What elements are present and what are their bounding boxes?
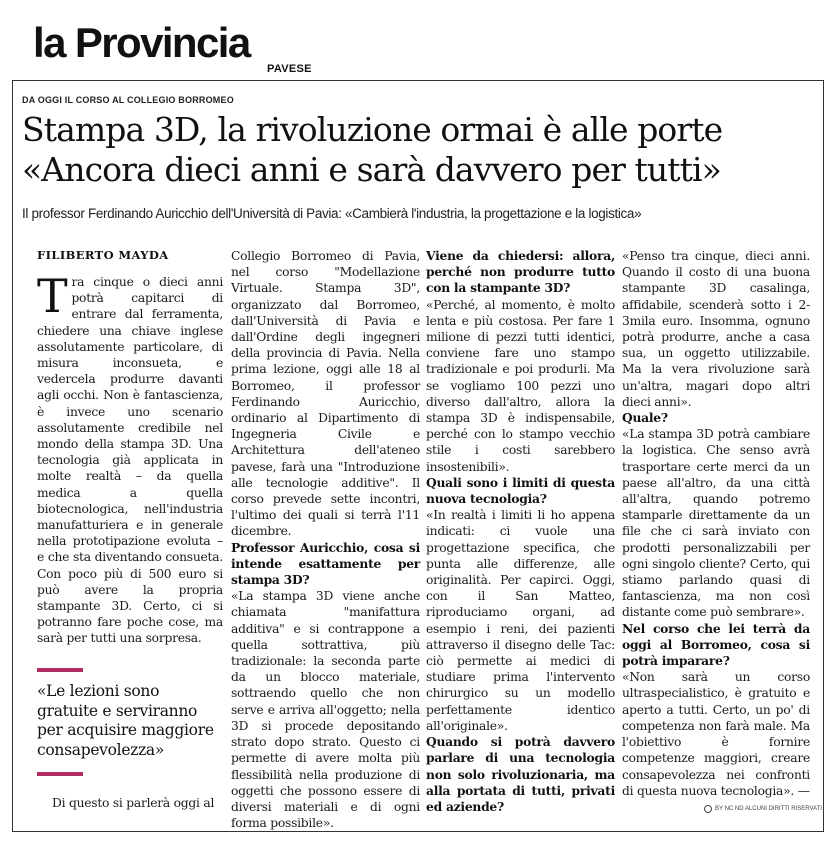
column-1-text: ra cinque o dieci anni potrà capitarci di entrare dal ferramenta, chiedere una chiave inglese assolutamente particolare, di misura inconsueta, e vedercela produrre davanti agli occhi. Non è fantascienza, è invece uno scenario assolutamente credibile nel mondo della stampa 3D. Una tecnologia già applicata in molte realtà – da quella medica a quella biotecnologica, nell'industria manufatturiera e in generale nella prototipazione evoluta – e che sta diventando consueta. Con poco più di 500 euro si può avere la propria stampante 3D. Certo, ci si potranno fare poche cose, ma sarà per tutti una sorpresa. <box>37 275 223 646</box>
masthead-title: la Provincia <box>33 19 250 66</box>
article-column-1 <box>37 269 223 647</box>
article-column-3 <box>426 248 615 815</box>
question-5: Quale? <box>622 410 668 426</box>
question-1: Professor Auricchio, cosa si intende esattamente per stampa 3D? <box>231 539 420 588</box>
question-4: Quando si potrà davvero parlare di una tecnologia non solo rivoluzionaria, ma alla portata di tutti, privati ed aziende? <box>426 734 615 814</box>
creative-commons-icon <box>704 805 712 813</box>
drop-cap: T <box>37 269 68 323</box>
answer-4: «Penso tra cinque, dieci anni. Quando il costo di una buona stampante 3D casalinga, affidabile, scenderà sotto i 2-3mila euro. Insomma, ognuno potrà produrre, anche a casa sua, un oggetto utilizzabile. Ma la vera rivoluzione sarà un'altra, magari dopo altri dieci anni». <box>622 249 810 409</box>
headline <box>22 110 822 190</box>
byline: FILIBERTO MAYDA <box>37 248 169 262</box>
answer-6: «Non sarà un corso ultraspecialistico, è gratuito e aperto a tutti. Certo, un po' di competenza non farà male. Ma l'obiettivo è fornire competenze maggiori, creare consapevolezza nei confronti di questa nuova tecnologia». — <box>622 670 810 798</box>
article-column-4 <box>622 248 810 799</box>
question-2: Viene da chiedersi: allora, perché non produrre tutto con la stampante 3D? <box>426 248 615 296</box>
masthead-subtitle: PAVESE <box>267 63 312 75</box>
article-column-2 <box>231 248 420 831</box>
copyright-text: BY NC ND ALCUNI DIRITTI RISERVATI <box>715 806 822 812</box>
pullquote-top-rule <box>37 668 83 672</box>
subheadline: Il professor Ferdinando Auricchio dell'Università di Pavia: «Cambierà l'industria, la progettazione e la logistica» <box>22 206 642 221</box>
question-3: Quali sono i limiti di questa nuova tecnologia? <box>426 474 615 507</box>
kicker: DA OGGI IL CORSO AL COLLEGIO BORROMEO <box>22 95 234 105</box>
answer-5: «La stampa 3D potrà cambiare la logistica. Che senso avrà trasportare certe merci da un paese all'altro, da una città all'altra, quando potremo stamparle direttamente da un file che ci sarà inviato con prodotti personalizzabili per ogni singolo cliente? Certo, qui stiamo parlando quasi di fantascienza, ma non così distante come può sembrare». <box>622 427 810 620</box>
headline-line-1: Stampa 3D, la rivoluzione ormai è alle porte <box>22 110 723 149</box>
headline-line-2: «Ancora dieci anni e sarà davvero per tutti» <box>22 150 721 189</box>
column-1-tail: Di questo si parlerà oggi al <box>52 796 215 810</box>
answer-3: «In realtà i limiti li ho appena indicati: ci vuole una progettazione specifica, che punta alle differenze, alle originalità. Per capirci. Oggi, con il San Matteo, riproduciamo organi, ad esempio i reni, dei pazienti attraverso il disegno delle Tac: ciò permette ai medici di studiare prima l'intervento chirurgico su un modello perfettamente identico all'originale». <box>426 508 615 733</box>
copyright-notice <box>704 805 822 813</box>
answer-1: «La stampa 3D viene anche chiamata "manifattura additiva" e si contrappone a quella sottrattiva, più tradizionale: la seconda parte da un blocco materiale, sottraendo quello che non serve e arriva all'oggetto; nella 3D si procede depositando strato dopo strato. Questo ci permette di avere molta più flessibilità nella produzione di oggetti che possono essere di diversi materiali e di ogni forma possibile». <box>231 589 420 831</box>
column-2-paragraph: Collegio Borromeo di Pavia, nel corso "Modellazione Virtuale. Stampa 3D", organizzato dal Borromeo, dall'Università di Pavia e dall'Ordine degli ingegneri della provincia di Pavia. Nella prima lezione, oggi alle 18 al Borromeo, il professor Ferdinando Auricchio, ordinario al Dipartimento di Ingegneria Civile e Architettura dell'ateneo pavese, farà una "Introduzione alle tecnologie additive". Il corso prevede sette incontri, l'ultimo dei quali si terrà l'11 dicembre. <box>231 249 420 539</box>
pullquote-bottom-rule <box>37 772 83 776</box>
answer-2: «Perché, al momento, è molto lenta e più costosa. Per fare 1 milione di pezzi tutti identici, conviene fare uno stampo tradizionale e poi produrli. Ma se vogliamo 100 pezzi uno diverso dall'altro, allora la stampa 3D è indispensabile, perché con lo stampo vecchio stile i costi sarebbero insostenibili». <box>426 297 615 474</box>
pullquote: «Le lezioni sono gratuite e serviranno per acquisire maggiore consapevolezza» <box>37 682 214 759</box>
question-6: Nel corso che lei terrà da oggi al Borromeo, cosa si potrà imparare? <box>622 620 810 669</box>
